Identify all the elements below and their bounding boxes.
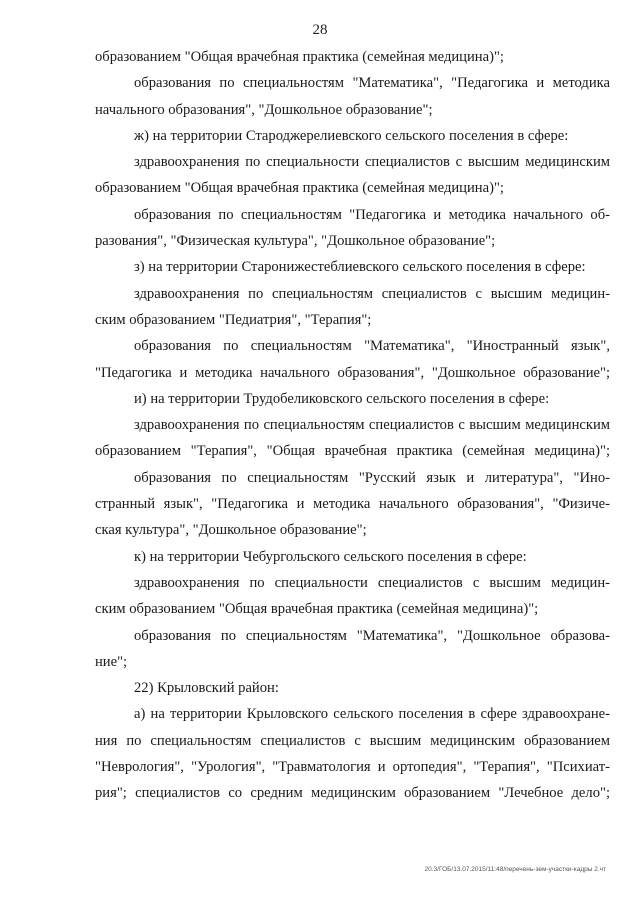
text-line: "Неврология", "Урология", "Травматология и ортопедия", "Терапия", "Психиат- — [95, 759, 610, 776]
text-line: ским образованием "Общая врачебная практика (семейная медицина)"; — [95, 601, 539, 618]
text-line: ская культура", "Дошкольное образование"; — [95, 522, 367, 539]
text-line: образованием "Общая врачебная практика (семейная медицина)"; — [95, 180, 504, 197]
text-line: а) на территории Крыловского сельского поселения в сфере здравоохране- — [134, 706, 610, 723]
text-line: "Педагогика и методика начального образования", "Дошкольное образование"; — [95, 364, 610, 381]
text-line: разования", "Физическая культура", "Дошкольное образование"; — [95, 233, 496, 250]
text-line: ским образованием "Педиатрия", "Терапия"; — [95, 311, 372, 328]
text-line: образованием "Терапия", "Общая врачебная практика (семейная медицина)"; — [95, 443, 610, 460]
text-line: 22) Крыловский район: — [134, 680, 279, 697]
text-line: здравоохранения по специальности специалистов с высшим медицинским — [134, 154, 610, 171]
footer-filepath: 20.3/ГОБ/13.07.2015/11:48/перечень-зем-участки-кадры 2.чт — [424, 866, 606, 873]
text-line: странный язык", "Педагогика и методика начального образования", "Физиче- — [95, 496, 610, 513]
text-line: рия"; специалистов со средним медицинским образованием "Лечебное дело"; — [95, 785, 610, 802]
text-line: ние"; — [95, 653, 128, 670]
text-line: образования по специальностям "Математика", "Иностранный язык", — [134, 338, 610, 355]
text-line: образования по специальностям "Русский язык и литература", "Ино- — [134, 469, 610, 486]
text-line: образования по специальностям "Математика", "Педагогика и методика — [134, 75, 610, 92]
text-line: и) на территории Трудобеликовского сельского поселения в сфере: — [134, 390, 550, 407]
document-body — [95, 44, 610, 807]
text-line: образованием "Общая врачебная практика (семейная медицина)"; — [95, 49, 504, 65]
text-line: ж) на территории Староджерелиевского сельского поселения в сфере: — [134, 127, 569, 144]
text-line: к) на территории Чебургольского сельского поселения в сфере: — [134, 548, 527, 565]
text-line: образования по специальностям "Педагогика и методика начального об- — [134, 206, 610, 223]
text-line: ния по специальностям специалистов с высшим медицинским образованием — [95, 732, 610, 749]
text-line: здравоохранения по специальности специалистов с высшим медицин- — [134, 574, 610, 591]
text-line: здравоохранения по специальностям специалистов с высшим медицин- — [134, 285, 610, 302]
text-line: здравоохранения по специальностям специалистов с высшим медицинским — [134, 417, 610, 434]
page-number: 28 — [312, 22, 328, 38]
text-line: образования по специальностям "Математика", "Дошкольное образова- — [134, 627, 610, 644]
text-line: начального образования", "Дошкольное образование"; — [95, 101, 433, 118]
text-line: з) на территории Старонижестеблиевского сельского поселения в сфере: — [134, 259, 586, 276]
